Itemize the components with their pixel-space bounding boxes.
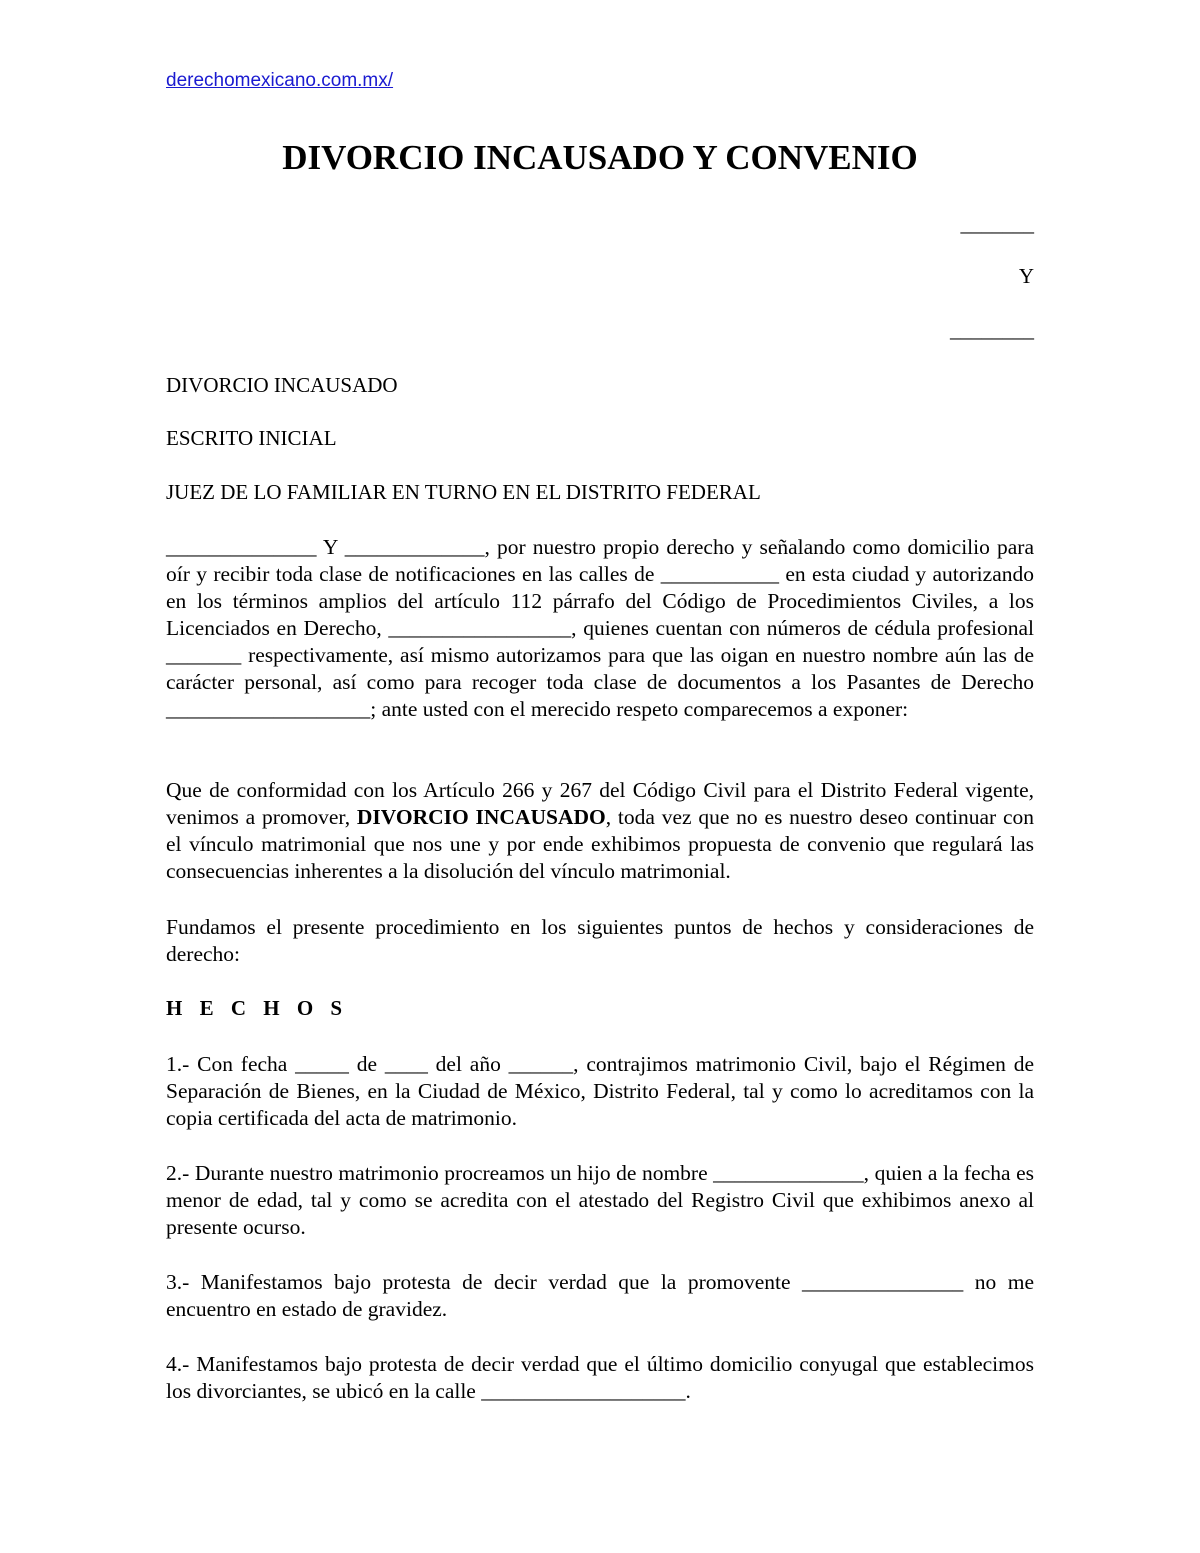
conformidad-text-end: , toda vez que no es nuestro deseo continuar con el vínculo matrimonial que nos une y por ende exhibimos propuesta de convenio que regulará las consecuencias inherentes a la disolución del vínculo matrimonial. [166, 805, 1034, 883]
party-blank-2: ________ [950, 318, 1034, 342]
hecho-4: 4.- Manifestamos bajo protesta de decir verdad que el último domicilio conyugal que establecimos los divorciantes, se ubicó en la calle ___________________. [166, 1352, 1034, 1403]
hechos-heading: H E C H O S [166, 996, 349, 1020]
hecho-2: 2.- Durante nuestro matrimonio procreamos un hijo de nombre ______________, quien a la fecha es menor de edad, tal y como se acredita con el atestado del Registro Civil que exhibimos anexo al presente ocurso. [166, 1161, 1034, 1239]
subject-label: DIVORCIO INCAUSADO [166, 373, 398, 397]
doc-type-label: ESCRITO INICIAL [166, 426, 337, 450]
hecho-1: 1.- Con fecha _____ de ____ del año ______, contrajimos matrimonio Civil, bajo el Régimen de Separación de Bienes, en la Ciudad de México, Distrito Federal, tal y como lo acreditamos con la copia certificada del acta de matrimonio. [166, 1052, 1034, 1130]
document-title: DIVORCIO INCAUSADO Y CONVENIO [282, 138, 918, 177]
conformidad-text-start: Que de conformidad con los Artículo 266 y 267 del Código Civil para el Distrito Federal vigente, venimos a promover, [166, 778, 1034, 829]
conformidad-paragraph [166, 777, 1034, 885]
intro-paragraph: ______________ Y _____________, por nuestro propio derecho y señalando como domicilio para oír y recibir toda clase de notificaciones en las calles de ___________ en esta ciudad y autorizando en los términos amplios del artículo 112 párrafo del Código de Procedimientos Civiles, a los Licenciados en Derecho, _________________, quienes cuentan con números de cédula profesional _______ respectivamente, así mismo autorizamos para que las oigan en nuestro nombre aún las de carácter personal, así como para recoger toda clase de documentos a los Pasantes de Derecho ___________________; ante usted con el merecido respeto comparecemos a exponer: [166, 535, 1034, 721]
header-link[interactable]: derechomexicano.com.mx/ [166, 70, 394, 91]
party-blank-1: _______ [960, 212, 1034, 236]
party-conjunction: Y [1018, 264, 1034, 288]
hecho-3: 3.- Manifestamos bajo protesta de decir verdad que la promovente _______________ no me encuentro en estado de gravidez. [166, 1270, 1034, 1321]
conformidad-bold-text: DIVORCIO INCAUSADO [356, 805, 606, 829]
addressee-label: JUEZ DE LO FAMILIAR EN TURNO EN EL DISTRITO FEDERAL [166, 480, 761, 504]
fundamos-paragraph: Fundamos el presente procedimiento en los siguientes puntos de hechos y consideraciones de derecho: [166, 915, 1034, 966]
